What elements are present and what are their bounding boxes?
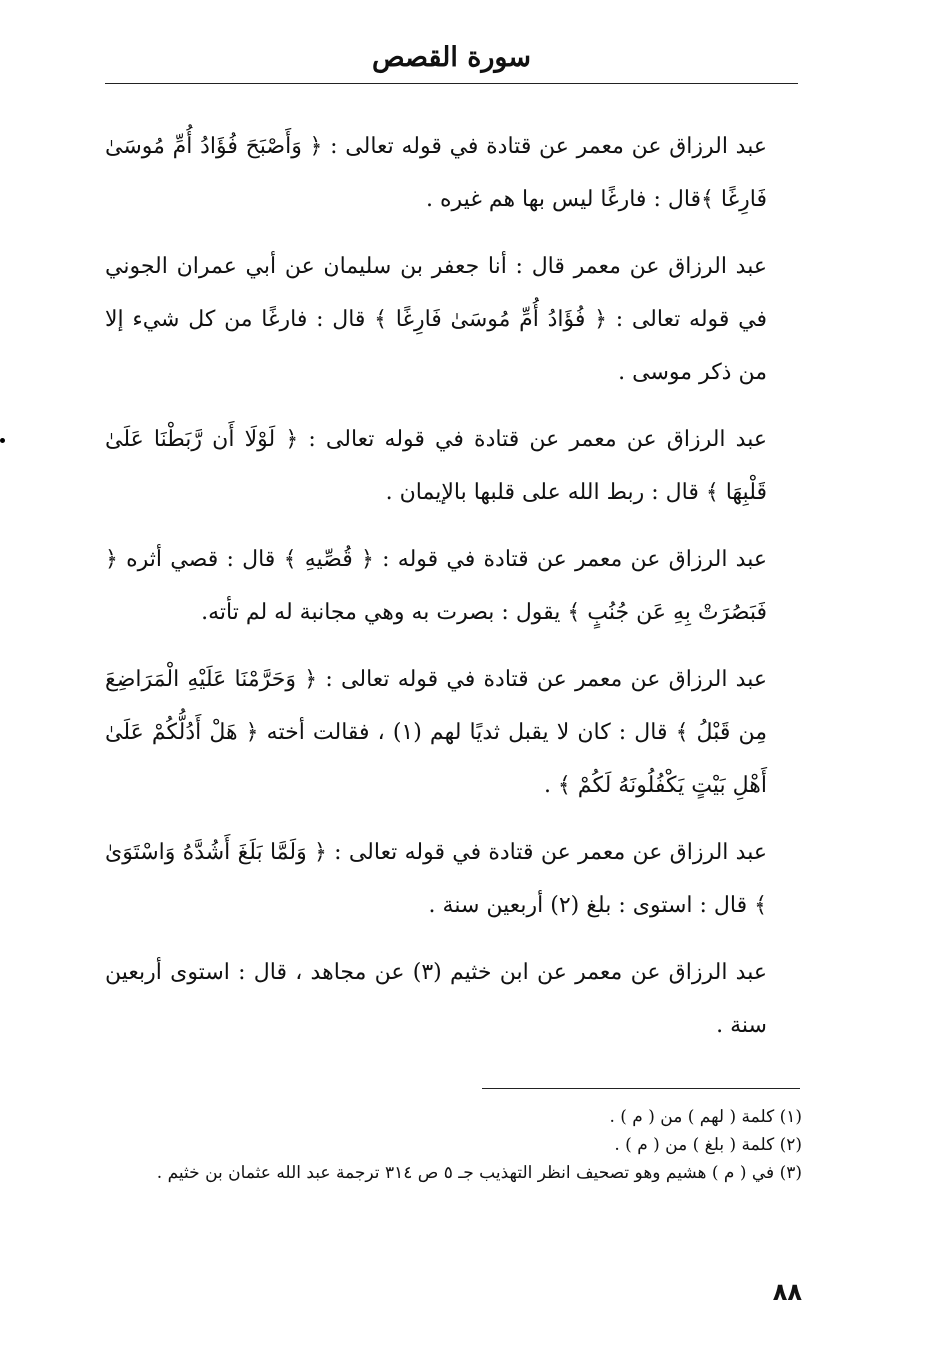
footnote-2: (٢) كلمة ( بلغ ) من ( م ) .: [614, 1135, 802, 1155]
paragraph-6: [105, 826, 767, 932]
paragraph-3: [105, 413, 767, 519]
paragraph-text: عبد الرزاق عن معمر عن قتادة في قوله تعالى : ﴿ لَوْلَا أَن رَّبَطْنَا عَلَىٰ قَلْبِهَا ﴾ قال : ربط الله على قلبها بالإيمان .: [105, 427, 767, 505]
page-number: ٨٨: [772, 1278, 802, 1306]
paragraph-7: [105, 946, 767, 1052]
paragraph-text: عبد الرزاق عن معمر قال : أنا جعفر بن سليمان عن أبي عمران الجوني في قوله تعالى : ﴿ فُؤَادُ أُمِّ مُوسَىٰ فَارِغًا ﴾ قال : فارغًا من كل شيء إلا من ذكر موسى .: [105, 254, 767, 385]
paragraph-text: عبد الرزاق عن معمر عن قتادة في قوله : ﴿ قُصِّيهِ ﴾ قال : قصي أثره ﴿ فَبَصُرَتْ بِهِ عَن جُنُبٍ ﴾ يقول : بصرت به وهي مجانبة له لم تأته.: [105, 547, 767, 625]
paragraph-1: [105, 120, 767, 226]
paragraph-text: عبد الرزاق عن معمر عن ابن خثيم (٣) عن مجاهد ، قال : استوى أربعين سنة .: [105, 960, 767, 1038]
paragraph-4: [105, 533, 767, 639]
footnote-3: (٣) في ( م ) هشيم وهو تصحيف انظر التهذيب جـ ٥ ص ٣١٤ ترجمة عبد الله عثمان بن خثيم .: [156, 1163, 802, 1183]
paragraph-text: عبد الرزاق عن معمر عن قتادة في قوله تعالى : ﴿ وَحَرَّمْنَا عَلَيْهِ الْمَرَاضِعَ مِن قَبْلُ ﴾ قال : كان لا يقبل ثديًا لهم (١) ، فقالت أخته ﴿ هَلْ أَدُلُّكُمْ عَلَىٰ أَهْلِ بَيْتٍ يَكْفُلُونَهُ لَكُمْ ﴾ .: [105, 667, 767, 798]
footnotes: [105, 1103, 802, 1187]
paragraph-2: [105, 240, 767, 399]
footnote-1: (١) كلمة ( لهم ) من ( م ) .: [609, 1107, 802, 1127]
page-body: [105, 120, 767, 1066]
paragraph-text: عبد الرزاق عن معمر عن قتادة في قوله تعالى : ﴿ وَلَمَّا بَلَغَ أَشُدَّهُ وَاسْتَوَىٰ ﴾ قال : استوى : بلغ (٢) أربعين سنة .: [105, 840, 767, 918]
footnote-divider: [482, 1088, 800, 1089]
paragraph-text: عبد الرزاق عن معمر عن قتادة في قوله تعالى : ﴿ وَأَصْبَحَ فُؤَادُ أُمِّ مُوسَىٰ فَارِغًا ﴾قال : فارغًا ليس بها هم غيره .: [105, 134, 767, 212]
paragraph-5: [105, 653, 767, 812]
header-divider: [105, 83, 798, 84]
page-title: سورة القصص: [371, 42, 532, 73]
scan-speck: [0, 438, 5, 443]
